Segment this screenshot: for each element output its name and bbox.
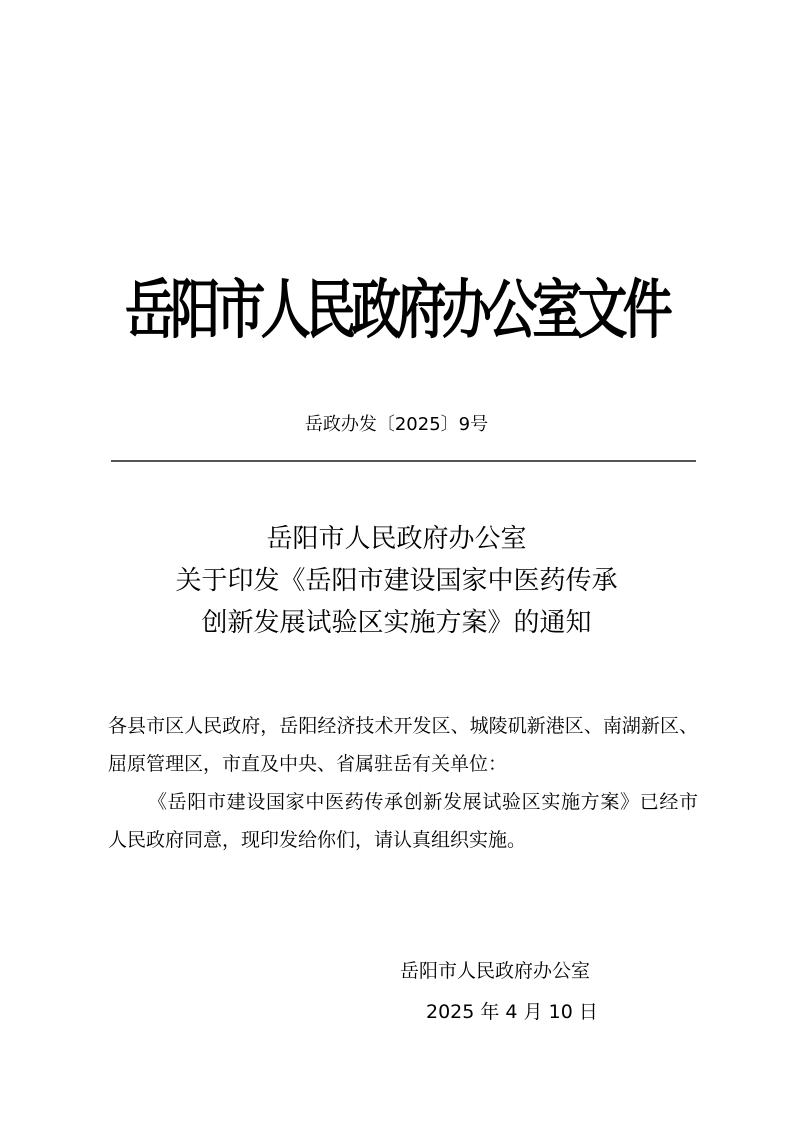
masthead-title: 岳阳市人民政府办公室文件 <box>125 273 668 348</box>
signature-organization: 岳阳市人民政府办公室 <box>400 960 591 982</box>
notice-body <box>108 707 698 859</box>
header-divider <box>111 460 696 462</box>
document-number: 岳政办发〔2025〕9号 <box>304 414 489 435</box>
notice-title <box>0 518 793 644</box>
body-paragraph: 《岳阳市建设国家中医药传承创新发展试验区实施方案》已经市人民政府同意，现印发给你们，请认真组织实施。 <box>108 791 698 851</box>
title-line-1: 岳阳市人民政府办公室 <box>266 524 527 554</box>
addressee-paragraph: 各县市区人民政府，岳阳经济技术开发区、城陵矶新港区、南湖新区、屈原管理区，市直及中央、省属驻岳有关单位： <box>108 715 698 775</box>
title-line-3: 创新发展试验区实施方案》的通知 <box>201 608 592 638</box>
title-line-2: 关于印发《岳阳市建设国家中医药传承 <box>175 566 618 596</box>
signature-date: 2025 年 4 月 10 日 <box>426 1001 598 1023</box>
